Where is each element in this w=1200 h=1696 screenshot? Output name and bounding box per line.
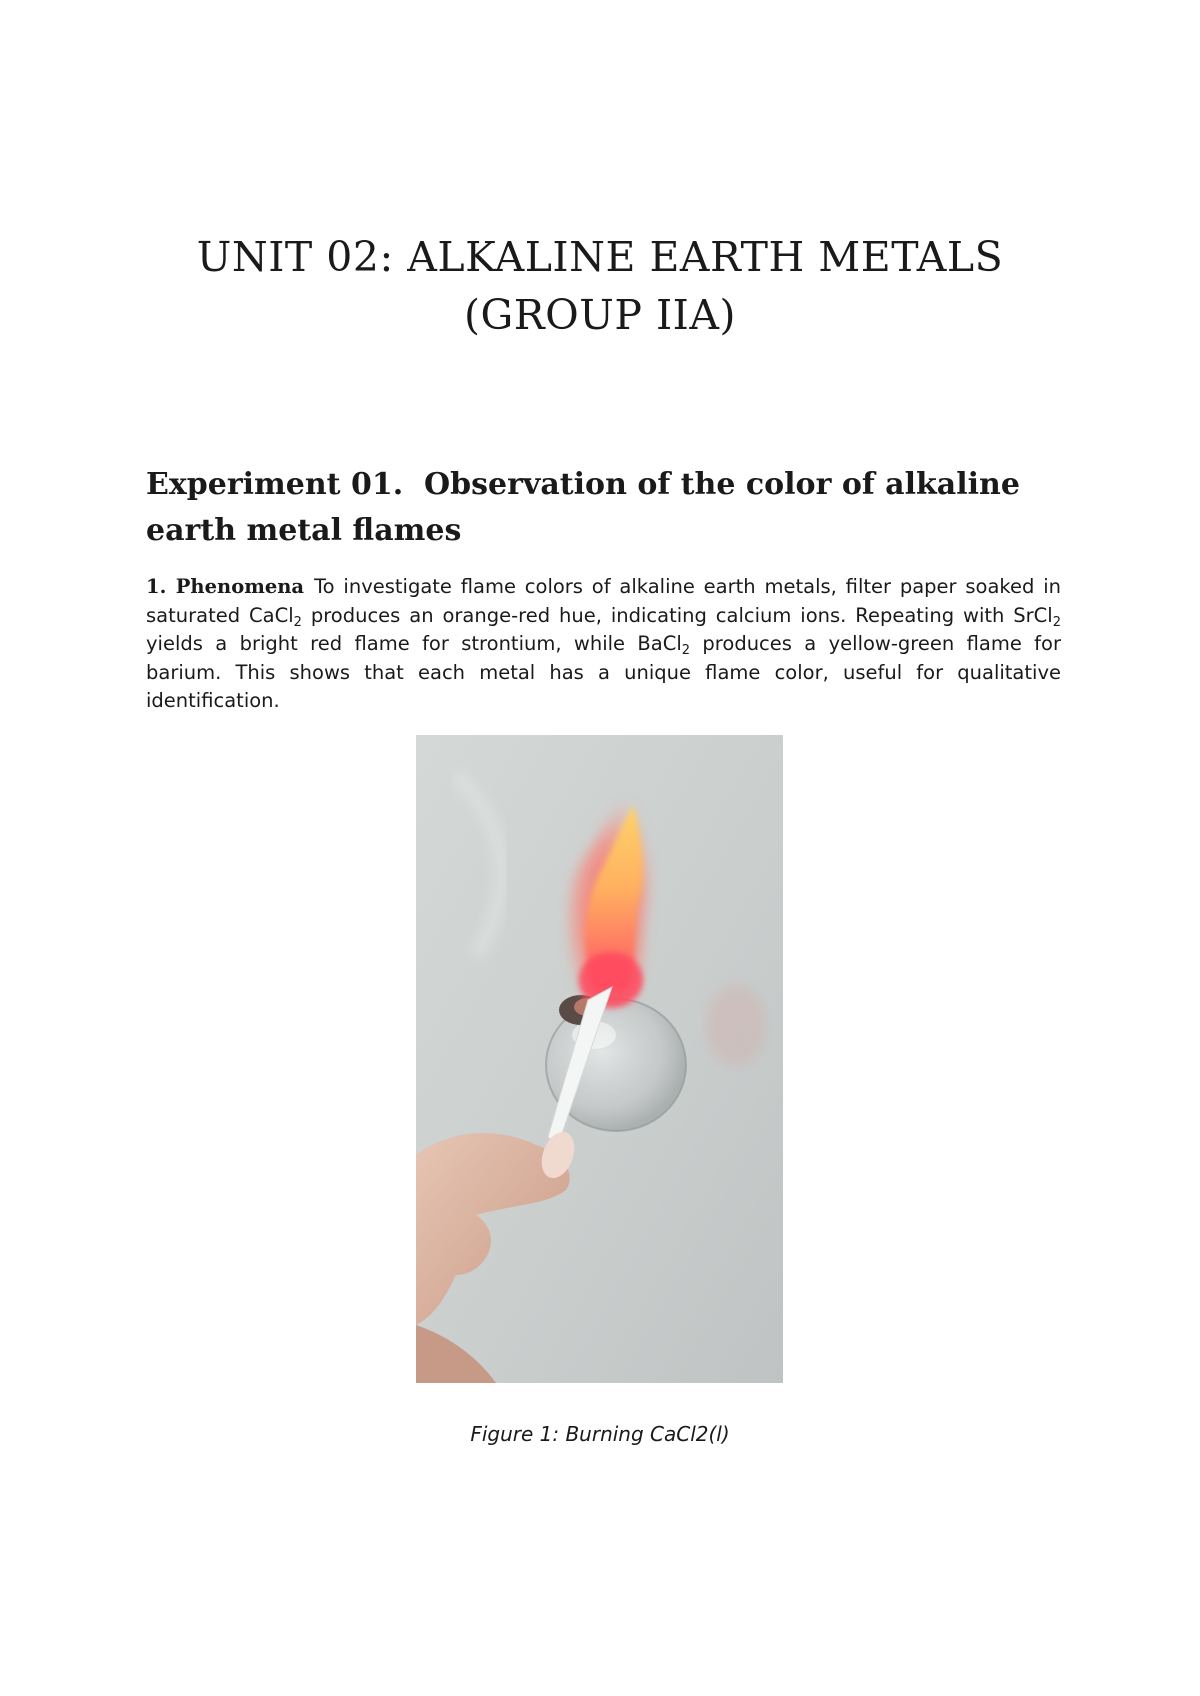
cacl2-subscript: 2 (293, 614, 302, 630)
flame-test-illustration (416, 735, 783, 1383)
experiment-heading (146, 462, 1061, 554)
experiment-heading-line1: Experiment 01. Observation of the color of alkaline (146, 467, 1020, 502)
phenomena-text-3: yields a bright red flame for strontium, while BaCl (146, 632, 682, 655)
experiment-heading-line2: earth metal flames (146, 513, 462, 548)
unit-title (100, 228, 1100, 344)
phenomena-text-2: produces an orange-red hue, indicating calcium ions. Repeating with SrCl (301, 603, 1053, 627)
phenomena-lead: 1. Phenomena (146, 575, 305, 598)
flame-test-photo (416, 735, 783, 1383)
phenomena-paragraph (146, 573, 1061, 716)
unit-title-line2: (GROUP IIA) (464, 291, 736, 339)
figure-caption: Figure 1: Burning CaCl2(l) (470, 1422, 730, 1446)
unit-title-line1: UNIT 02: ALKALINE EARTH METALS (196, 233, 1004, 281)
srcl2-subscript: 2 (1052, 614, 1061, 630)
phenomena-text-4: produces a yellow-green flame for barium. This shows that each metal has a unique flame color, useful for qualitative identification. (146, 632, 1061, 712)
phenomena-text-1: To investigate flame colors of alkaline earth metals, filter paper soaked in saturated CaCl (146, 575, 1061, 627)
bacl2-subscript: 2 (681, 643, 691, 658)
